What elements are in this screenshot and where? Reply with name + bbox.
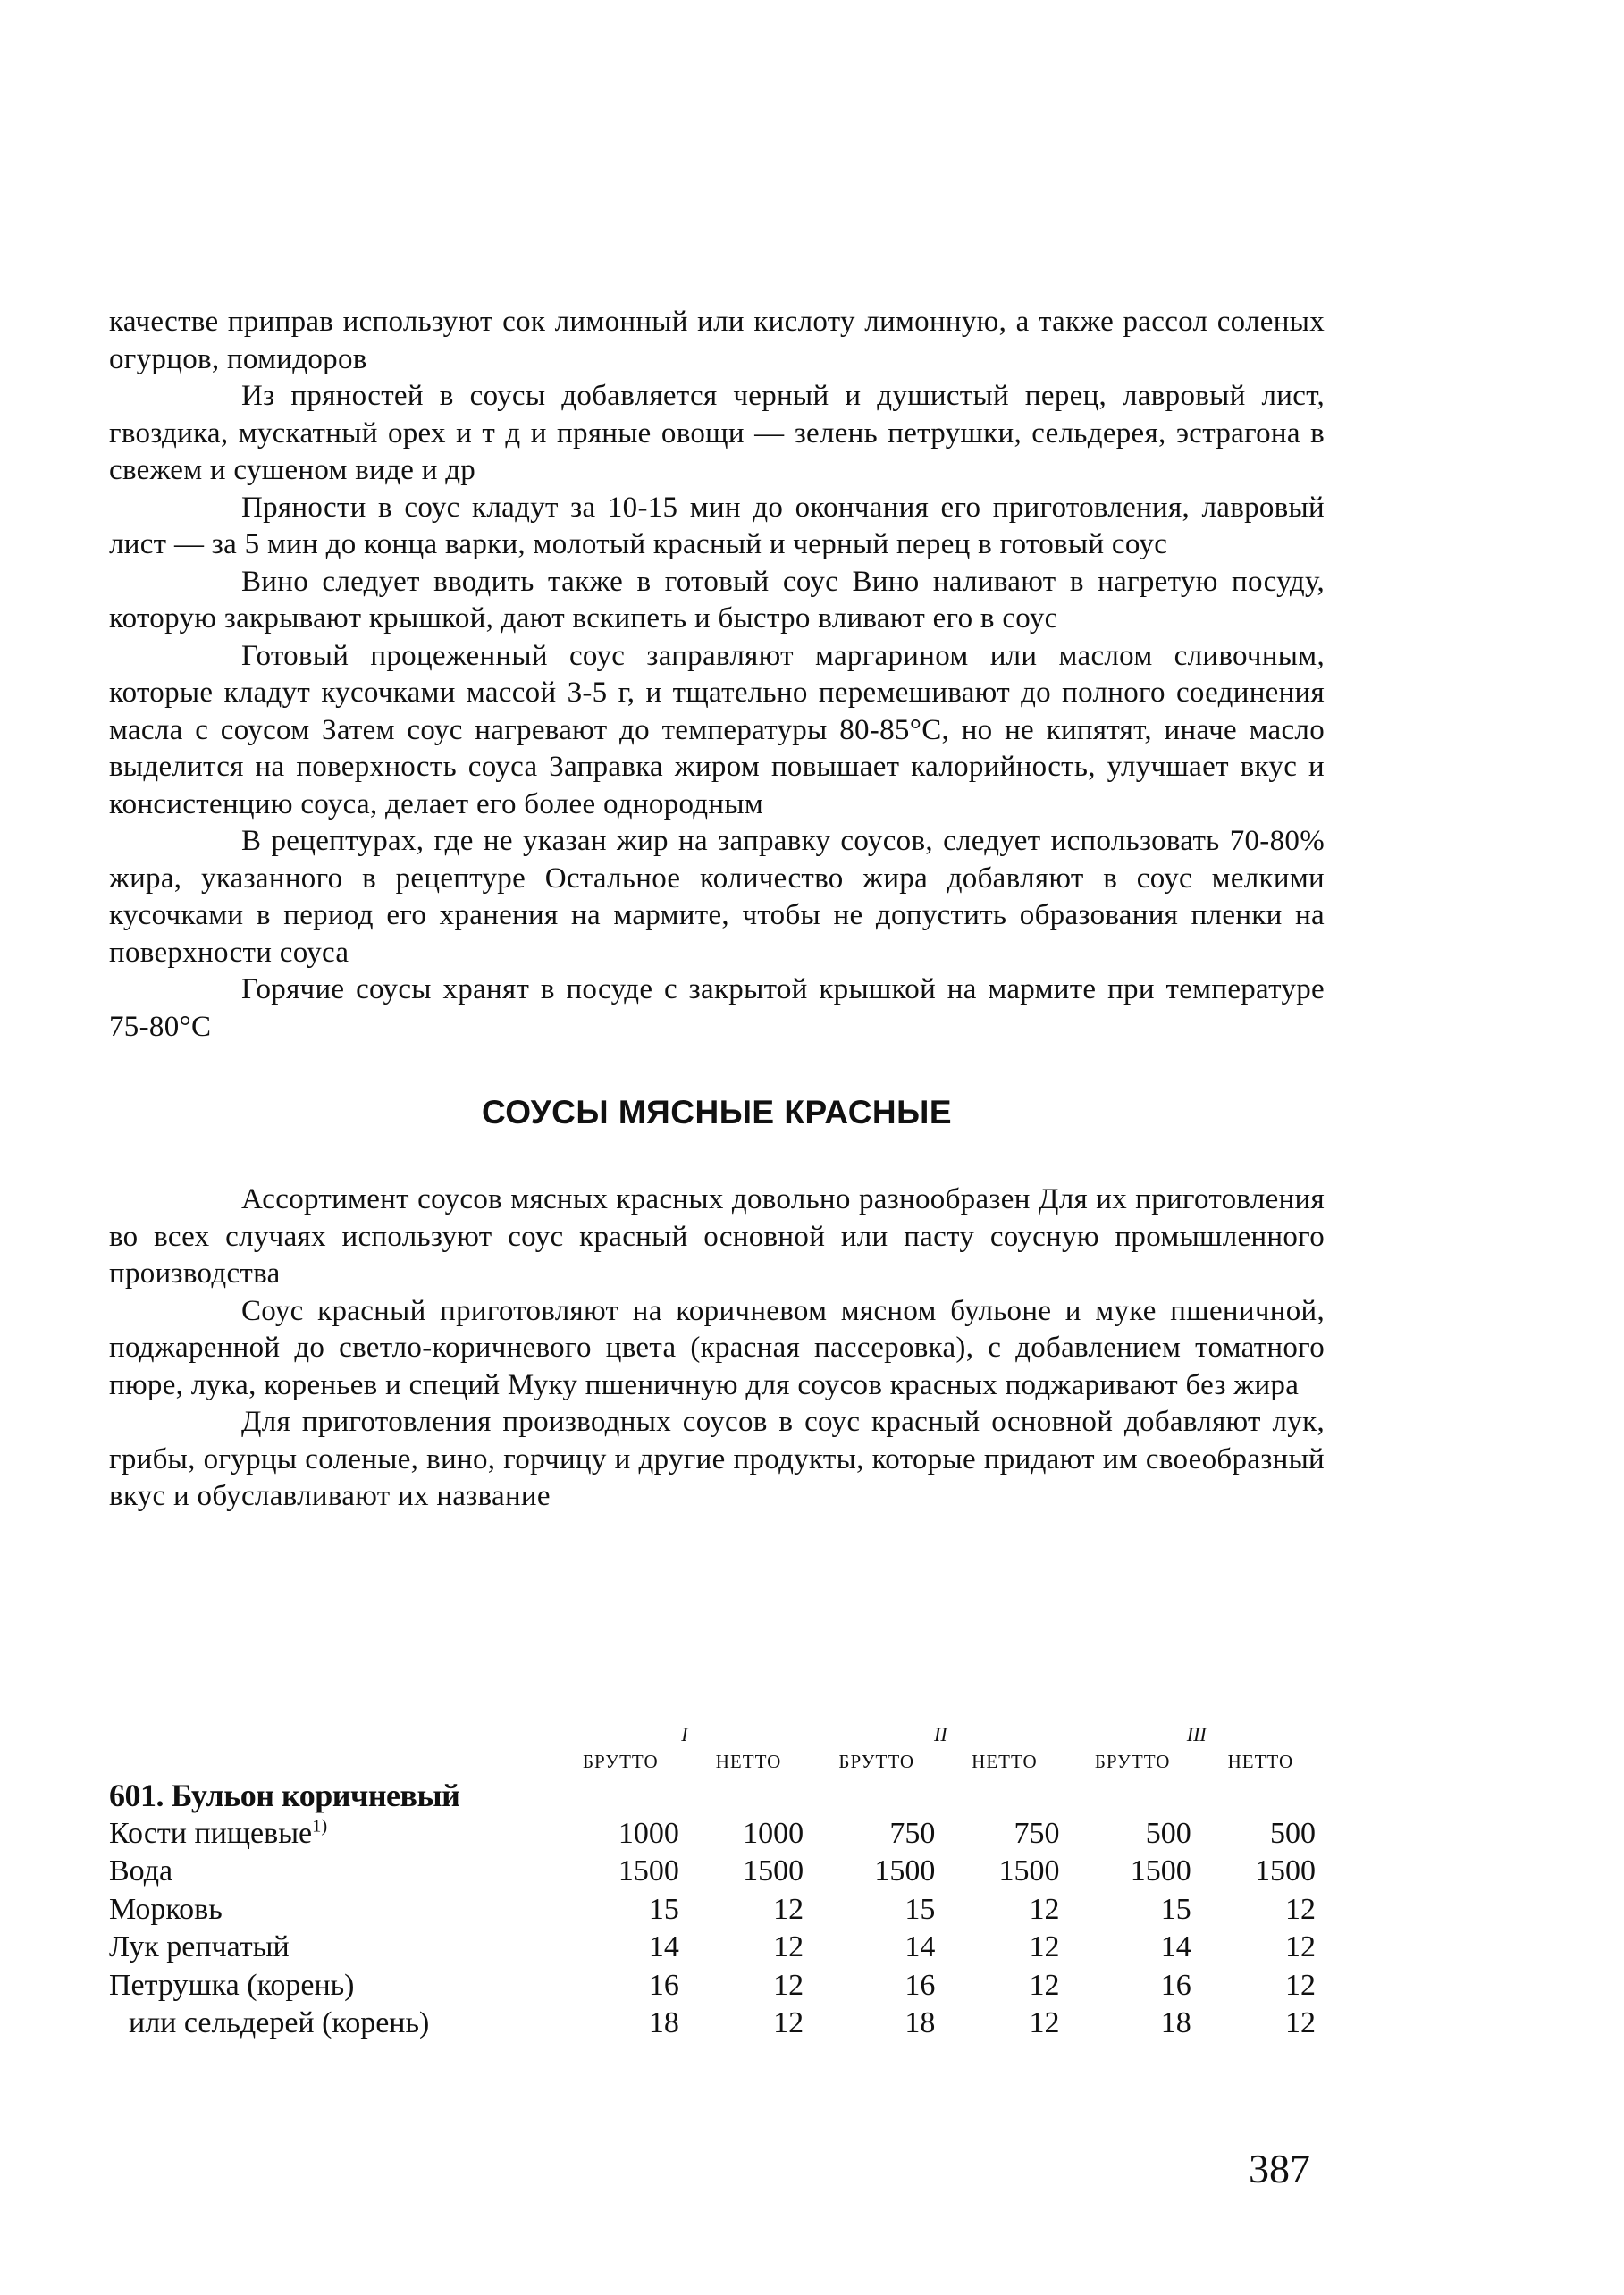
value-cell: 1500 [743,1854,804,1887]
value-cell: 500 [1270,1816,1316,1850]
ingredient-name: Вода [109,1854,173,1887]
value-cell: 15 [1160,1892,1191,1926]
value-cell: 16 [1160,1968,1191,2002]
column-header: БРУТТО [838,1751,915,1772]
value-cell: 15 [648,1892,679,1926]
value-cell: 12 [1285,1892,1316,1926]
value-cell: 12 [773,1930,804,1963]
column-header: БРУТТО [583,1751,659,1772]
table-row [109,1815,1325,1854]
paragraph: Ассортимент соусов мясных красных довольно разнообразен Для их приготовления во всех случаях используют соус красный основной или пасту соусную промышленного производства [109,1183,1325,1290]
footnote-mark: 1) [312,1816,328,1837]
value-cell: 12 [1285,1968,1316,2002]
paragraph: Пряности в соус кладут за 10-15 мин до окончания его приготовления, лавровый лист — за 5 мин до конца варки, молотый красный и черный перец в готовый соус [109,491,1325,560]
column-header: НЕТТО [972,1751,1038,1772]
page-body [109,304,1325,1516]
table-row [109,2005,1325,2043]
group-label: III [1186,1723,1207,1745]
value-cell: 16 [905,1968,936,2002]
recipe-title: 601. Бульон коричневый [109,1778,460,1813]
table-row [109,1891,1325,1929]
value-cell: 12 [773,1892,804,1926]
table-row [109,1929,1325,1967]
paragraph: Вино следует вводить также в готовый соус Вино наливают в нагретую посуду, которую закрывают крышкой, дают вскипеть и быстро вливают его в соус [109,565,1325,635]
value-cell: 14 [1160,1930,1191,1963]
value-cell: 1500 [618,1854,679,1887]
table-row [109,1853,1325,1891]
value-cell: 12 [1029,2006,1060,2039]
paragraph: Из пряностей в соусы добавляется черный и душистый перец, лавровый лист, гвоздика, мускатный орех и т д и пряные овощи — зелень петрушки, сельдерея, эстрагона в свежем и сушеном виде и др [109,380,1325,486]
ingredient-name: Лук репчатый [109,1930,290,1963]
value-cell: 18 [648,2006,679,2039]
paragraph: В рецептурах, где не указан жир на заправку соусов, следует использовать 70-80% жира, указанного в рецептуре Остальное количество жира добавляют в соус мелкими кусочками в период его хранения на мармите, чтобы не допустить образования пленки на поверхности соуса [109,825,1325,969]
value-cell: 12 [1029,1892,1060,1926]
value-cell: 12 [1285,1930,1316,1963]
paragraph: качестве приправ используют сок лимонный или кислоту лимонную, а также рассол соленых огурцов, помидоров [109,306,1325,375]
recipe-table-block [109,1723,1325,2043]
ingredient-name: или сельдерей (корень) [129,2006,430,2039]
column-header: БРУТТО [1094,1751,1171,1772]
value-cell: 12 [1029,1968,1060,2002]
recipe-title-row [109,1777,1325,1815]
value-cell: 1000 [618,1816,679,1850]
paragraph: Соус красный приготовляют на коричневом мясном бульоне и муке пшеничной, поджаренной до светло-коричневого цвета (красная пассеровка), с добавлением томатного пюре, лука, кореньев и специй Муку пшеничную для соусов красных поджаривают без жира [109,1294,1325,1401]
recipe-table [109,1723,1325,2043]
value-cell: 14 [648,1930,679,1963]
value-cell: 1500 [874,1854,936,1887]
ingredient-name: Морковь [109,1892,223,1926]
value-cell: 16 [648,1968,679,2002]
value-cell: 15 [905,1892,936,1926]
value-cell: 18 [1160,2006,1191,2039]
value-cell: 1500 [998,1854,1060,1887]
value-cell: 1500 [1255,1854,1316,1887]
table-row [109,1967,1325,2005]
page-number: 387 [1249,2146,1310,2191]
ingredient-name: Петрушка (корень) [109,1968,355,2002]
ingredient-name: Кости пищевые$^{1)}$ [109,1816,328,1850]
value-cell: 12 [773,2006,804,2039]
group-label: I [681,1723,688,1745]
column-header: НЕТТО [715,1751,782,1772]
value-cell: 12 [773,1968,804,2002]
group-label: II [934,1723,947,1745]
column-header-row [109,1746,1325,1777]
value-cell: 12 [1029,1930,1060,1963]
value-cell: 1500 [1130,1854,1191,1887]
column-header: НЕТТО [1227,1751,1294,1772]
value-cell: 18 [905,2006,936,2039]
value-cell: 1000 [743,1816,804,1850]
section-title: СОУСЫ МЯСНЫЕ КРАСНЫЕ [481,1094,953,1131]
paragraph: Для приготовления производных соусов в соус красный основной добавляют лук, грибы, огурцы соленые, вино, горчицу и другие продукты, которые придают им своеобразный вкус и обуславливают их название [109,1406,1325,1512]
value-cell: 750 [1014,1816,1060,1850]
paragraph: Горячие соусы хранят в посуде с закрытой крышкой на мармите при температуре 75-80°С [109,973,1325,1043]
value-cell: 500 [1145,1816,1191,1850]
paragraph: Готовый процеженный соус заправляют маргарином или маслом сливочным, которые кладут кусочками массой 3-5 г, и тщательно перемешивают до полного соединения масла с соусом Затем соус нагревают до температуры 80-85°С, но не кипятят, иначе масло выделится на поверхность соуса Заправка жиром повышает калорийность, улучшает вкус и консистенцию соуса, делает его более однородным [109,639,1325,820]
group-header-row [109,1723,1325,1746]
value-cell: 750 [889,1816,936,1850]
value-cell: 12 [1285,2006,1316,2039]
value-cell: 14 [905,1930,936,1963]
